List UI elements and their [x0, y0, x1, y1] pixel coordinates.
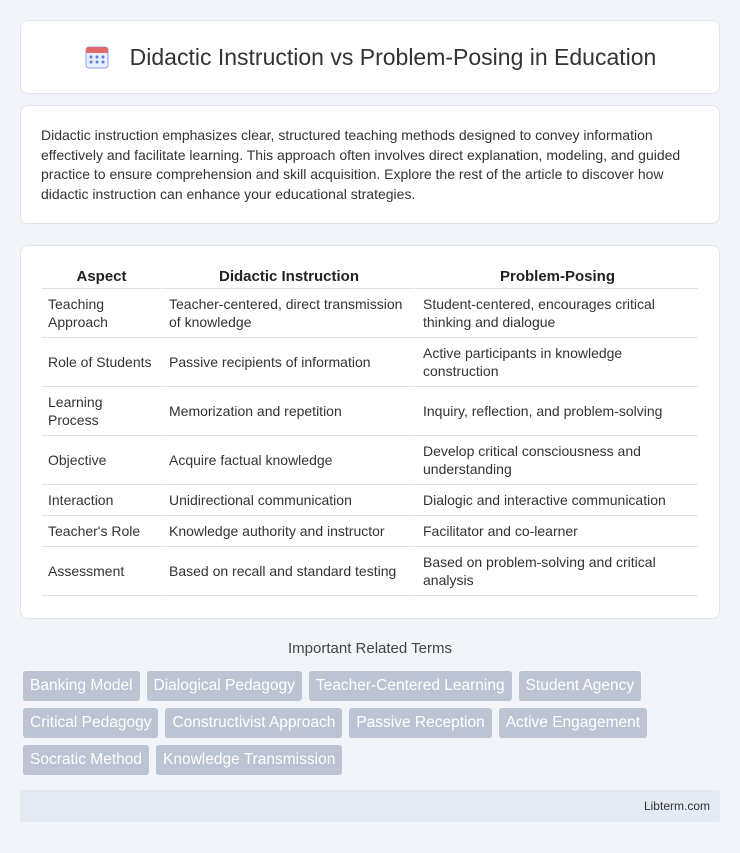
table-cell: Based on recall and standard testing — [161, 547, 415, 596]
table-row — [42, 485, 698, 516]
column-header-problem-posing: Problem-Posing — [415, 268, 698, 289]
related-term-tag[interactable]: Teacher-Centered Learning — [309, 671, 512, 701]
calendar-icon — [84, 44, 110, 70]
table-row — [42, 516, 698, 547]
page-title: Didactic Instruction vs Problem-Posing in Education — [129, 43, 657, 70]
table-cell: Student-centered, encourages critical thinking and dialogue — [415, 289, 698, 338]
table-row — [42, 338, 698, 387]
header-card — [20, 20, 720, 94]
footer-site-link[interactable]: Libterm.com — [643, 799, 710, 813]
column-header-aspect: Aspect — [42, 268, 161, 289]
table-cell: Dialogic and interactive communication — [415, 485, 698, 516]
related-term-tag[interactable]: Knowledge Transmission — [156, 745, 342, 775]
table-row — [42, 289, 698, 338]
table-cell: Unidirectional communication — [161, 485, 415, 516]
related-term-tag[interactable]: Constructivist Approach — [165, 708, 342, 738]
table-cell: Teacher-centered, direct transmission of knowledge — [161, 289, 415, 338]
table-cell: Based on problem-solving and critical analysis — [415, 547, 698, 596]
table-cell: Memorization and repetition — [161, 387, 415, 436]
table-cell: Facilitator and co-learner — [415, 516, 698, 547]
intro-card — [20, 105, 720, 224]
table-row — [42, 436, 698, 485]
table-row — [42, 387, 698, 436]
related-term-tag[interactable]: Student Agency — [519, 671, 642, 701]
table-cell: Interaction — [42, 485, 161, 516]
table-cell: Develop critical consciousness and understanding — [415, 436, 698, 485]
related-terms-title: Important Related Terms — [288, 640, 452, 657]
related-terms-list — [23, 671, 723, 775]
related-term-tag[interactable]: Active Engagement — [499, 708, 647, 738]
intro-text: Didactic instruction emphasizes clear, structured teaching methods designed to convey information effectively and facilitate learning. This approach often involves direct explanation, modeling, and guided practice to ensure comprehension and skill acquisition. Explore the rest of the article to discover how didactic instruction can enhance your educational strategies. — [41, 127, 681, 202]
table-cell: Passive recipients of information — [161, 338, 415, 387]
table-cell: Teaching Approach — [42, 289, 161, 338]
table-cell: Active participants in knowledge construction — [415, 338, 698, 387]
table-cell: Knowledge authority and instructor — [161, 516, 415, 547]
table-cell: Assessment — [42, 547, 161, 596]
table-row — [42, 547, 698, 596]
related-term-tag[interactable]: Banking Model — [23, 671, 140, 701]
table-cell: Acquire factual knowledge — [161, 436, 415, 485]
related-term-tag[interactable]: Dialogical Pedagogy — [147, 671, 302, 701]
related-term-tag[interactable]: Passive Reception — [349, 708, 491, 738]
table-cell: Teacher's Role — [42, 516, 161, 547]
table-cell: Learning Process — [42, 387, 161, 436]
table-cell: Inquiry, reflection, and problem-solving — [415, 387, 698, 436]
comparison-table-card — [20, 245, 720, 619]
table-cell: Role of Students — [42, 338, 161, 387]
footer — [20, 790, 720, 822]
related-term-tag[interactable]: Critical Pedagogy — [23, 708, 158, 738]
table-cell: Objective — [42, 436, 161, 485]
column-header-didactic: Didactic Instruction — [161, 268, 415, 289]
related-term-tag[interactable]: Socratic Method — [23, 745, 149, 775]
comparison-table — [42, 268, 698, 596]
